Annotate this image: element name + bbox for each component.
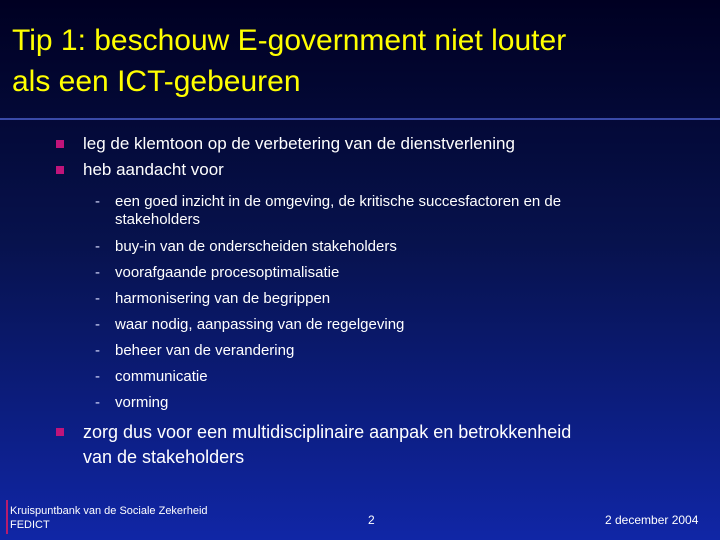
subbullet-8: vorming xyxy=(115,394,169,411)
slide-title-line-1: Tip 1: beschouw E-government niet louter xyxy=(12,24,567,57)
dash-icon: - xyxy=(95,316,100,333)
dash-icon: - xyxy=(95,368,100,385)
dash-icon: - xyxy=(95,238,100,255)
subbullet-2: buy-in van de onderscheiden stakeholders xyxy=(115,238,397,255)
footer-organization xyxy=(10,504,208,532)
footer-org-line-2: FEDICT xyxy=(10,519,50,531)
dash-icon: - xyxy=(95,394,100,411)
dash-icon: - xyxy=(95,193,100,210)
bullet-square-icon xyxy=(56,140,64,148)
subbullet-1-line-1: een goed inzicht in de omgeving, de kritische succesfactoren en de xyxy=(115,193,562,210)
subbullet-5: waar nodig, aanpassing van de regelgeving xyxy=(115,316,405,333)
bullet-text-2: heb aandacht voor xyxy=(83,160,224,179)
slide-title-line-2: als een ICT-gebeuren xyxy=(12,65,301,98)
slide-title xyxy=(12,20,712,102)
footer-org-line-1: Kruispuntbank van de Sociale Zekerheid xyxy=(10,505,208,517)
bullet-text-1: leg de klemtoon op de verbetering van de dienstverlening xyxy=(83,134,515,153)
dash-icon: - xyxy=(95,342,100,359)
dash-icon: - xyxy=(95,264,100,281)
page-number: 2 xyxy=(368,513,375,527)
title-divider xyxy=(0,118,720,120)
subbullet-1-line-2: stakeholders xyxy=(115,211,201,228)
bullet-square-icon xyxy=(56,428,64,436)
footer-accent-bar xyxy=(6,500,8,534)
subbullet-6: beheer van de verandering xyxy=(115,342,295,359)
dash-icon: - xyxy=(95,290,100,307)
bullet-square-icon xyxy=(56,166,64,174)
footer-date: 2 december 2004 xyxy=(605,513,699,527)
final-bullet-line-2: van de stakeholders xyxy=(83,447,245,467)
subbullet-3: voorafgaande procesoptimalisatie xyxy=(115,264,340,281)
subbullet-4: harmonisering van de begrippen xyxy=(115,290,331,307)
subbullet-7: communicatie xyxy=(115,368,208,385)
final-bullet-line-1: zorg dus voor een multidisciplinaire aanpak en betrokkenheid xyxy=(83,422,572,442)
